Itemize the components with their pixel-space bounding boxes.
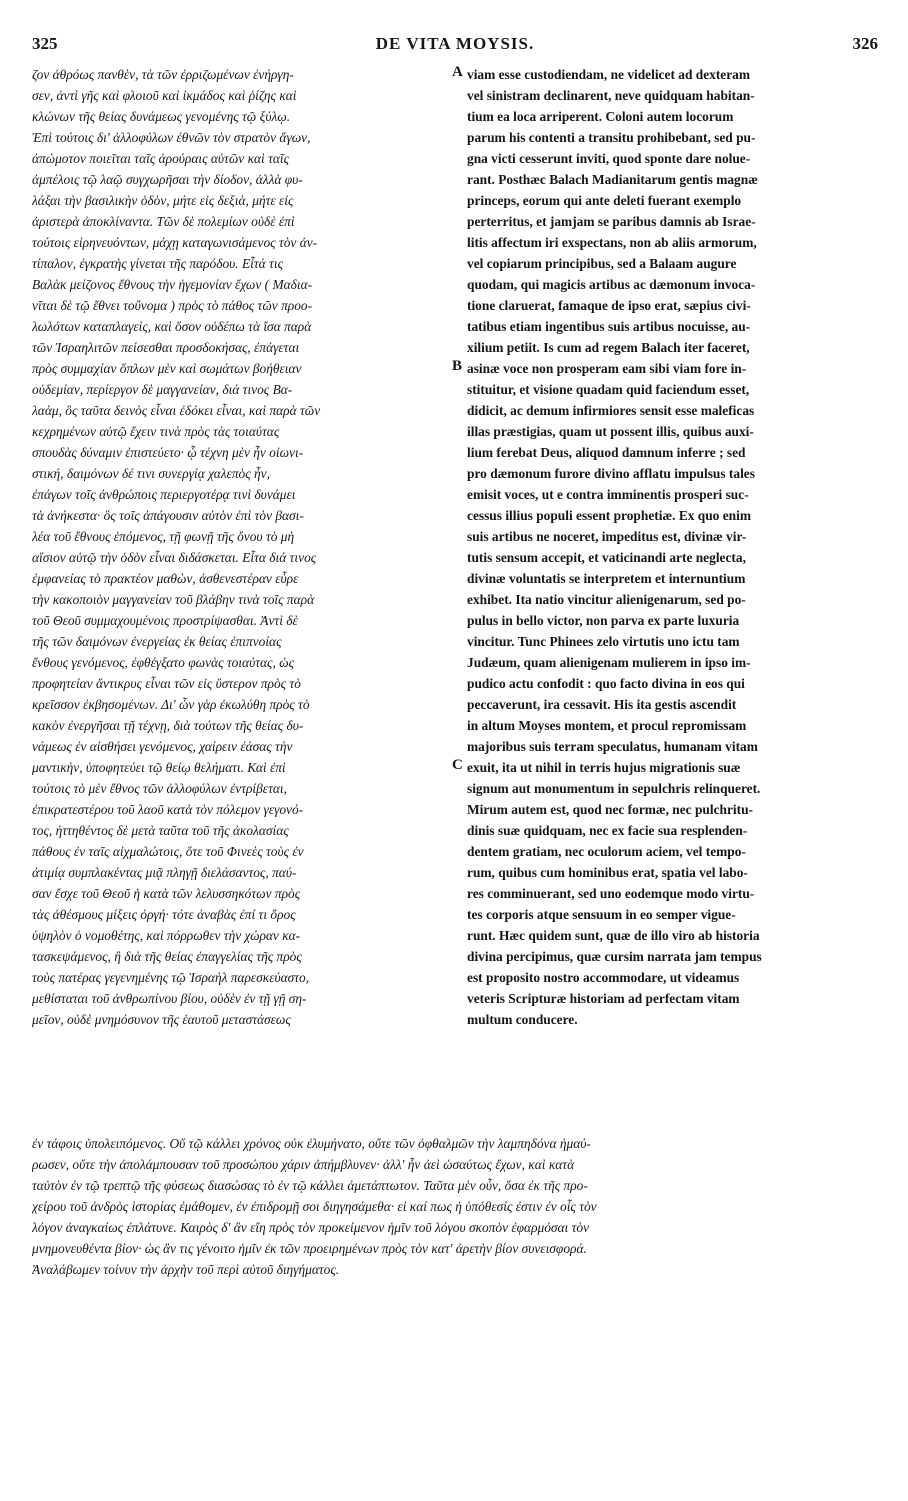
latin-text-line: runt. Hæc quidem sunt, quæ de illo viro ab historia <box>467 928 760 943</box>
latin-text-line: asinæ voce non prosperam eam sibi viam fore in- <box>467 361 747 376</box>
page-number-left: 325 <box>32 34 58 53</box>
latin-text-line: rant. Posthæc Balach Madianitarum gentis magnæ <box>467 172 758 187</box>
greek-text-line: τίπαλον, ἐγκρατὴς γίνεται τῆς παρόδου. Εἶτά τις <box>32 256 283 271</box>
latin-text-line: Judæum, quam alienigenam mulierem in ipso im- <box>467 655 751 670</box>
latin-text-line: stituitur, et visione quadam quid faciendum esset, <box>467 382 750 397</box>
greek-text-line: ὑψηλὸν ὁ νομοθέτης, καὶ πόρρωθεν τὴν χώραν κα- <box>32 928 301 943</box>
greek-text-line: Ἀναλάβωμεν τοίνυν τὴν ἀρχὴν τοῦ περὶ αὐτοῦ διηγήματος. <box>32 1262 340 1277</box>
latin-text-line: Mirum autem est, quod nec formæ, nec pulchritu- <box>467 802 754 817</box>
greek-text-line: λόγον ἀναγκαίως ἐπλάτυνε. Καιρὸς δ' ἂν εἴη πρὸς τὸν προκείμενον ἡμῖν τοῦ λόγου σκοπὸν ἐφαρμόσαι τὸν <box>32 1220 590 1235</box>
greek-text-line: τασκεψάμενος, ἣ διὰ τῆς θείας ἐπαγγελίας τῆς πρὸς <box>32 949 302 964</box>
latin-text-line: suis artibus ne noceret, impeditus est, divinæ vir- <box>467 529 747 544</box>
greek-column <box>32 64 463 1030</box>
latin-text-line: in altum Moyses montem, et procul repromissam <box>467 718 747 733</box>
latin-text-line: tutis sensum accepit, et vaticinandi arte neglecta, <box>467 550 746 565</box>
greek-text-line: τούτοις τὸ μὲν ἔθνος τῶν ἀλλοφύλων ἐντρίβεται, <box>32 781 287 796</box>
latin-text-line: tium ea loca arriperent. Coloni autem locorum <box>467 109 734 124</box>
greek-text-line: μεθίσταται τοῦ ἀνθρωπίνου βίου, οὐδὲν ἐν τῇ γῇ ση- <box>32 991 307 1006</box>
greek-text-line: ἐμφανείας τὸ πρακτέον μαθὼν, ἀσθενεστέραν εὗρε <box>32 571 299 586</box>
latin-text-line: viam esse custodiendam, ne videlicet ad dexteram <box>467 67 751 82</box>
greek-text-line: κεχρημένων αὐτῷ ἔχειν τινὰ πρὸς τὰς τοιαύτας <box>32 424 280 439</box>
latin-text-line: veteris Scripturæ historiam ad perfectam vitam <box>467 991 740 1006</box>
section-marker-b: B <box>452 358 463 374</box>
greek-text-line: οὐδεμίαν, περίεργον δὲ μαγγανείαν, διά τινος Βα- <box>32 382 293 397</box>
latin-text-line: dinis suæ quidquam, nec ex facie sua resplenden- <box>467 823 748 838</box>
greek-text-line: μαντικὴν, ὑποφητεύει τῷ θείῳ θελήματι. Καὶ ἐπὶ <box>32 760 286 775</box>
latin-text-line: vincitur. Tunc Phinees zelo virtutis uno ictu tam <box>467 634 740 649</box>
latin-column <box>467 64 879 1030</box>
greek-text-line: στική, δαιμόνων δέ τινι συνεργίᾳ χαλεπὸς ἦν, <box>32 466 270 481</box>
latin-text-line: pudico actu confodit : quo facto divina in eos qui <box>467 676 745 691</box>
section-marker-a: A <box>452 64 463 80</box>
latin-text-line: divina percipimus, quæ cursim narrata jam tempus <box>467 949 762 964</box>
greek-text-line: τὰς ἀθέσμους μίξεις ὀργή· τότε ἀναβὰς ἐπί τι ὄρος <box>32 907 296 922</box>
greek-text-line: τος, ἡττηθέντος δὲ μετὰ ταῦτα τοῦ τῆς ἀκολασίας <box>32 823 289 838</box>
greek-text-line: ἐπικρατεστέρου τοῦ λαοῦ κατὰ τὸν πόλεμον γεγονό- <box>32 802 304 817</box>
latin-text-line: cessus illius populi essent prophetiæ. Ex quo enim <box>467 508 751 523</box>
greek-text-line: ἀριστερὰ ἀποκλίναντα. Τῶν δὲ πολεμίων οὐδὲ ἐπὶ <box>32 214 295 229</box>
greek-text-line: ἔνθους γενόμενος, ἐφθέγξατο φωνὰς τοιαύτας, ὡς <box>32 655 295 670</box>
greek-text-line: σεν, ἀντὶ γῆς καὶ φλοιοῦ καὶ ἰκμάδος καὶ ῥίζης καὶ <box>32 88 297 103</box>
greek-text-line: σαν ἔσχε τοῦ Θεοῦ ἡ κατὰ τῶν λελυσσηκότων πρὸς <box>32 886 301 901</box>
section-marker-c: C <box>452 757 463 773</box>
latin-text-line: majoribus suis terram speculatus, humanam vitam <box>467 739 758 754</box>
full-width-text <box>32 1133 882 1280</box>
latin-text-line: parum his contenti a transitu prohibebant, sed pu- <box>467 130 756 145</box>
latin-text-line: est proposito nostro accommodare, ut videamus <box>467 970 740 985</box>
latin-text-line: divinæ voluntatis se interpretem et internuntium <box>467 571 746 586</box>
greek-text-line: μεῖον, οὐδὲ μνημόσυνον τῆς ἑαυτοῦ μεταστάσεως <box>32 1012 291 1027</box>
greek-text-line: ρωσεν, οὔτε τὴν ἀπολάμπουσαν τοῦ προσώπου χάριν ἀπήμβλυνεν· ἀλλ' ἦν ἀεὶ ὡσαύτως ἔχων, καὶ κατὰ <box>32 1157 575 1172</box>
greek-text-line: νάμεως ἐν αἰσθήσει γενόμενος, χαίρειν ἐάσας τὴν <box>32 739 293 754</box>
latin-text-line: xilium petiit. Is cum ad regem Balach iter faceret, <box>467 340 750 355</box>
latin-text-line: pro dæmonum furore divino afflatu impulsus tales <box>467 466 755 481</box>
latin-text-line: lium ferebat Deus, aliquod damnum inferre ; sed <box>467 445 746 460</box>
latin-text-line: princeps, eorum qui ante deleti fuerant exemplo <box>467 193 742 208</box>
greek-text-line: τὴν κακοποιὸν μαγγανείαν τοῦ βλάβην τινὰ τοῖς παρὰ <box>32 592 315 607</box>
latin-text-line: tione claruerat, famaque de ipso erat, sæpius civi- <box>467 298 751 313</box>
greek-text-line: κλώνων τῆς θείας δυνάμεως γενομένης τῷ ξύλῳ. <box>32 109 291 124</box>
greek-text-line: τοῦ Θεοῦ συμμαχουμένοις προστρίψασθαι. Ἀντὶ δὲ <box>32 613 298 628</box>
greek-text-line: χείρου τοῦ ἀνδρὸς ἱστορίας ἐμάθομεν, ἐν ἐπιδρομῇ σοι διηγησάμεθα· εἰ καί πως ἡ ὑπόθεσίς ἐστιν ἐν οἷς τὸν <box>32 1199 597 1214</box>
greek-text-line: Ἐπὶ τούτοις δι' ἀλλοφύλων ἐθνῶν τὸν στρατὸν ἄγων, <box>32 130 311 145</box>
greek-text-line: πρὸς συμμαχίαν ὅπλων μὲν καὶ σωμάτων βοήθειαν <box>32 361 302 376</box>
latin-text-line: gna victi cesserunt inviti, quod sponte dare nolue- <box>467 151 751 166</box>
latin-text-line: illas præstigias, quam ut possent illis, quibus auxi- <box>467 424 754 439</box>
latin-text-line: quodam, qui magicis artibus ac dæmonum invoca- <box>467 277 756 292</box>
latin-text-line: emisit voces, ut e contra imminentis prosperi suc- <box>467 487 749 502</box>
greek-text-line: πάθους ἐν ταῖς αἰχμαλώτοις, ὅτε τοῦ Φινεὲς τοὺς ἐν <box>32 844 304 859</box>
running-title: DE VITA MOYSIS. <box>375 34 535 53</box>
greek-text-line: μνημονευθέντα βίον· ὡς ἂν τις γένοιτο ἡμῖν ἐκ τῶν προειρημένων πρὸς τὸν κατ' ἀρετὴν βίον συνεισφορά. <box>32 1241 587 1256</box>
greek-text-line: σπουδὰς δύναμιν ἐπιστεύετο· ᾧ τέχνη μὲν ἦν οἰωνι- <box>32 445 304 460</box>
greek-text-line: ἀτιμίᾳ συμπλακέντας μιᾷ πληγῇ διελάσαντος, παύ- <box>32 865 297 880</box>
greek-text-line: τοὺς πατέρας γεγενημένης τῷ Ἰσραὴλ παρεσκεύαστο, <box>32 970 310 985</box>
latin-text-line: perterritus, et jamjam se paribus damnis ab Israe- <box>467 214 756 229</box>
latin-text-line: didicit, ac demum infirmiores sensit esse maleficas <box>467 403 755 418</box>
greek-text-line: κρεῖσσον ἐκβησομένων. Δι' ὧν γὰρ ἐκωλύθη πρὸς τὸ <box>32 697 310 712</box>
latin-text-line: signum aut monumentum in sepulchris relinqueret. <box>467 781 761 796</box>
greek-text-line: λέα τοῦ ἔθνους ἑπόμενος, τῇ φωνῇ τῆς ὄνου τὸ μὴ <box>32 529 295 544</box>
latin-text-line: peccaverunt, ira cessavit. His ita gestis ascendit <box>467 697 737 712</box>
page-number-right: 326 <box>852 34 878 53</box>
greek-text-line: ἀμπέλοις τῷ λαῷ συγχωρῆσαι τὴν δίοδον, ἀλλὰ φυ- <box>32 172 303 187</box>
latin-text-line: pulus in bello victor, non parva ex parte luxuria <box>467 613 740 628</box>
latin-text-line: rum, quibus cum hominibus erat, spatia vel labo- <box>467 865 748 880</box>
greek-text-line: λαὰμ, ὃς ταῦτα δεινὸς εἶναι ἐδόκει εἶναι, καὶ παρὰ τῶν <box>32 403 321 418</box>
greek-text-line: νῖται δὲ τῷ ἔθνει τοὔνομα ) πρὸς τὸ πάθος τῶν προο- <box>32 298 313 313</box>
greek-text-line: Βαλὰκ μείζονος ἔθνους τὴν ἡγεμονίαν ἔχων ( Μαδια- <box>32 277 313 292</box>
latin-text-line: res comminuerant, sed uno eodemque modo virtu- <box>467 886 755 901</box>
greek-text-line: προφητείαν ἄντικρυς εἶναι τῶν εἰς ὕστερον πρὸς τὸ <box>32 676 301 691</box>
greek-text-line: τούτοις εἰρηνευόντων, μάχῃ καταγωνισάμενος τὸν ἀν- <box>32 235 318 250</box>
greek-text-line: τῶν Ἰσραηλιτῶν πείσεσθαι προσδοκήσας, ἐπάγεται <box>32 340 300 355</box>
latin-text-line: dentem gratiam, nec oculorum aciem, vel tempo- <box>467 844 746 859</box>
greek-text-line: λάξαι τὴν βασιλικὴν ὁδὸν, μήτε εἰς δεξιὰ, μήτε εἰς <box>32 193 294 208</box>
greek-text-line: ζον ἀθρόως πανθὲν, τὰ τῶν ἐρριζωμένων ἐνήργη- <box>32 67 294 82</box>
greek-text-line: ἐν τάφοις ὑπολειπόμενος. Οὔ τῷ κάλλει χρόνος οὐκ ἐλυμήνατο, οὔτε τῶν ὀφθαλμῶν τὴν λαμπηδόνα ἠμαύ- <box>32 1136 591 1151</box>
latin-text-line: vel copiarum principibus, sed a Balaam augure <box>467 256 737 271</box>
page-header <box>32 34 878 58</box>
latin-text-line: tatibus etiam ingentibus suis artibus nocuisse, au- <box>467 319 751 334</box>
greek-text-line: ἀπώμοτον ποιεῖται ταῖς ἀρούραις αὐτῶν καὶ ταῖς <box>32 151 290 166</box>
greek-text-line: λωλότων καταπλαγεὶς, καὶ ὅσον οὐδέπω τὰ ἴσα παρὰ <box>32 319 312 334</box>
latin-text-line: exuit, ita ut nihil in terris hujus migrationis suæ <box>467 760 741 775</box>
latin-text-line: exhibet. Ita natio vincitur alienigenarum, sed po- <box>467 592 746 607</box>
greek-text-line: κακὸν ἐνεργῆσαι τῇ τέχνῃ, διὰ τούτων τῆς θείας δυ- <box>32 718 304 733</box>
latin-text-line: tes corporis atque sensuum in eo semper vigue- <box>467 907 736 922</box>
greek-text-line: ταὐτὸν ἐν τῷ τρεπτῷ τῆς φύσεως διασώσας τὸ ἐν τῷ κάλλει ἀμετάπτωτον. Ταῦτα μὲν οὖν, ὅσα ἐκ τῆς προ- <box>32 1178 588 1193</box>
greek-text-line: τῆς τῶν δαιμόνων ἐνεργείας ἐκ θείας ἐπιπνοίας <box>32 634 282 649</box>
latin-text-line: vel sinistram declinarent, neve quidquam habitan- <box>467 88 755 103</box>
latin-text-line: multum conducere. <box>467 1012 578 1027</box>
greek-text-line: τὰ ἀνήκεστα· ὃς τοῖς ἀπάγουσιν αὐτὸν ἐπὶ τὸν βασι- <box>32 508 304 523</box>
latin-text-line: litis affectum iri exspectans, non ab aliis armorum, <box>467 235 757 250</box>
greek-text-line: ἐπάγων τοῖς ἀνθρώποις περιεργοτέρᾳ τινὶ δυνάμει <box>32 487 296 502</box>
greek-text-line: αἴσιον αὐτῷ τὴν ὁδὸν εἶναι διδάσκεται. Εἶτα διά τινος <box>32 550 317 565</box>
